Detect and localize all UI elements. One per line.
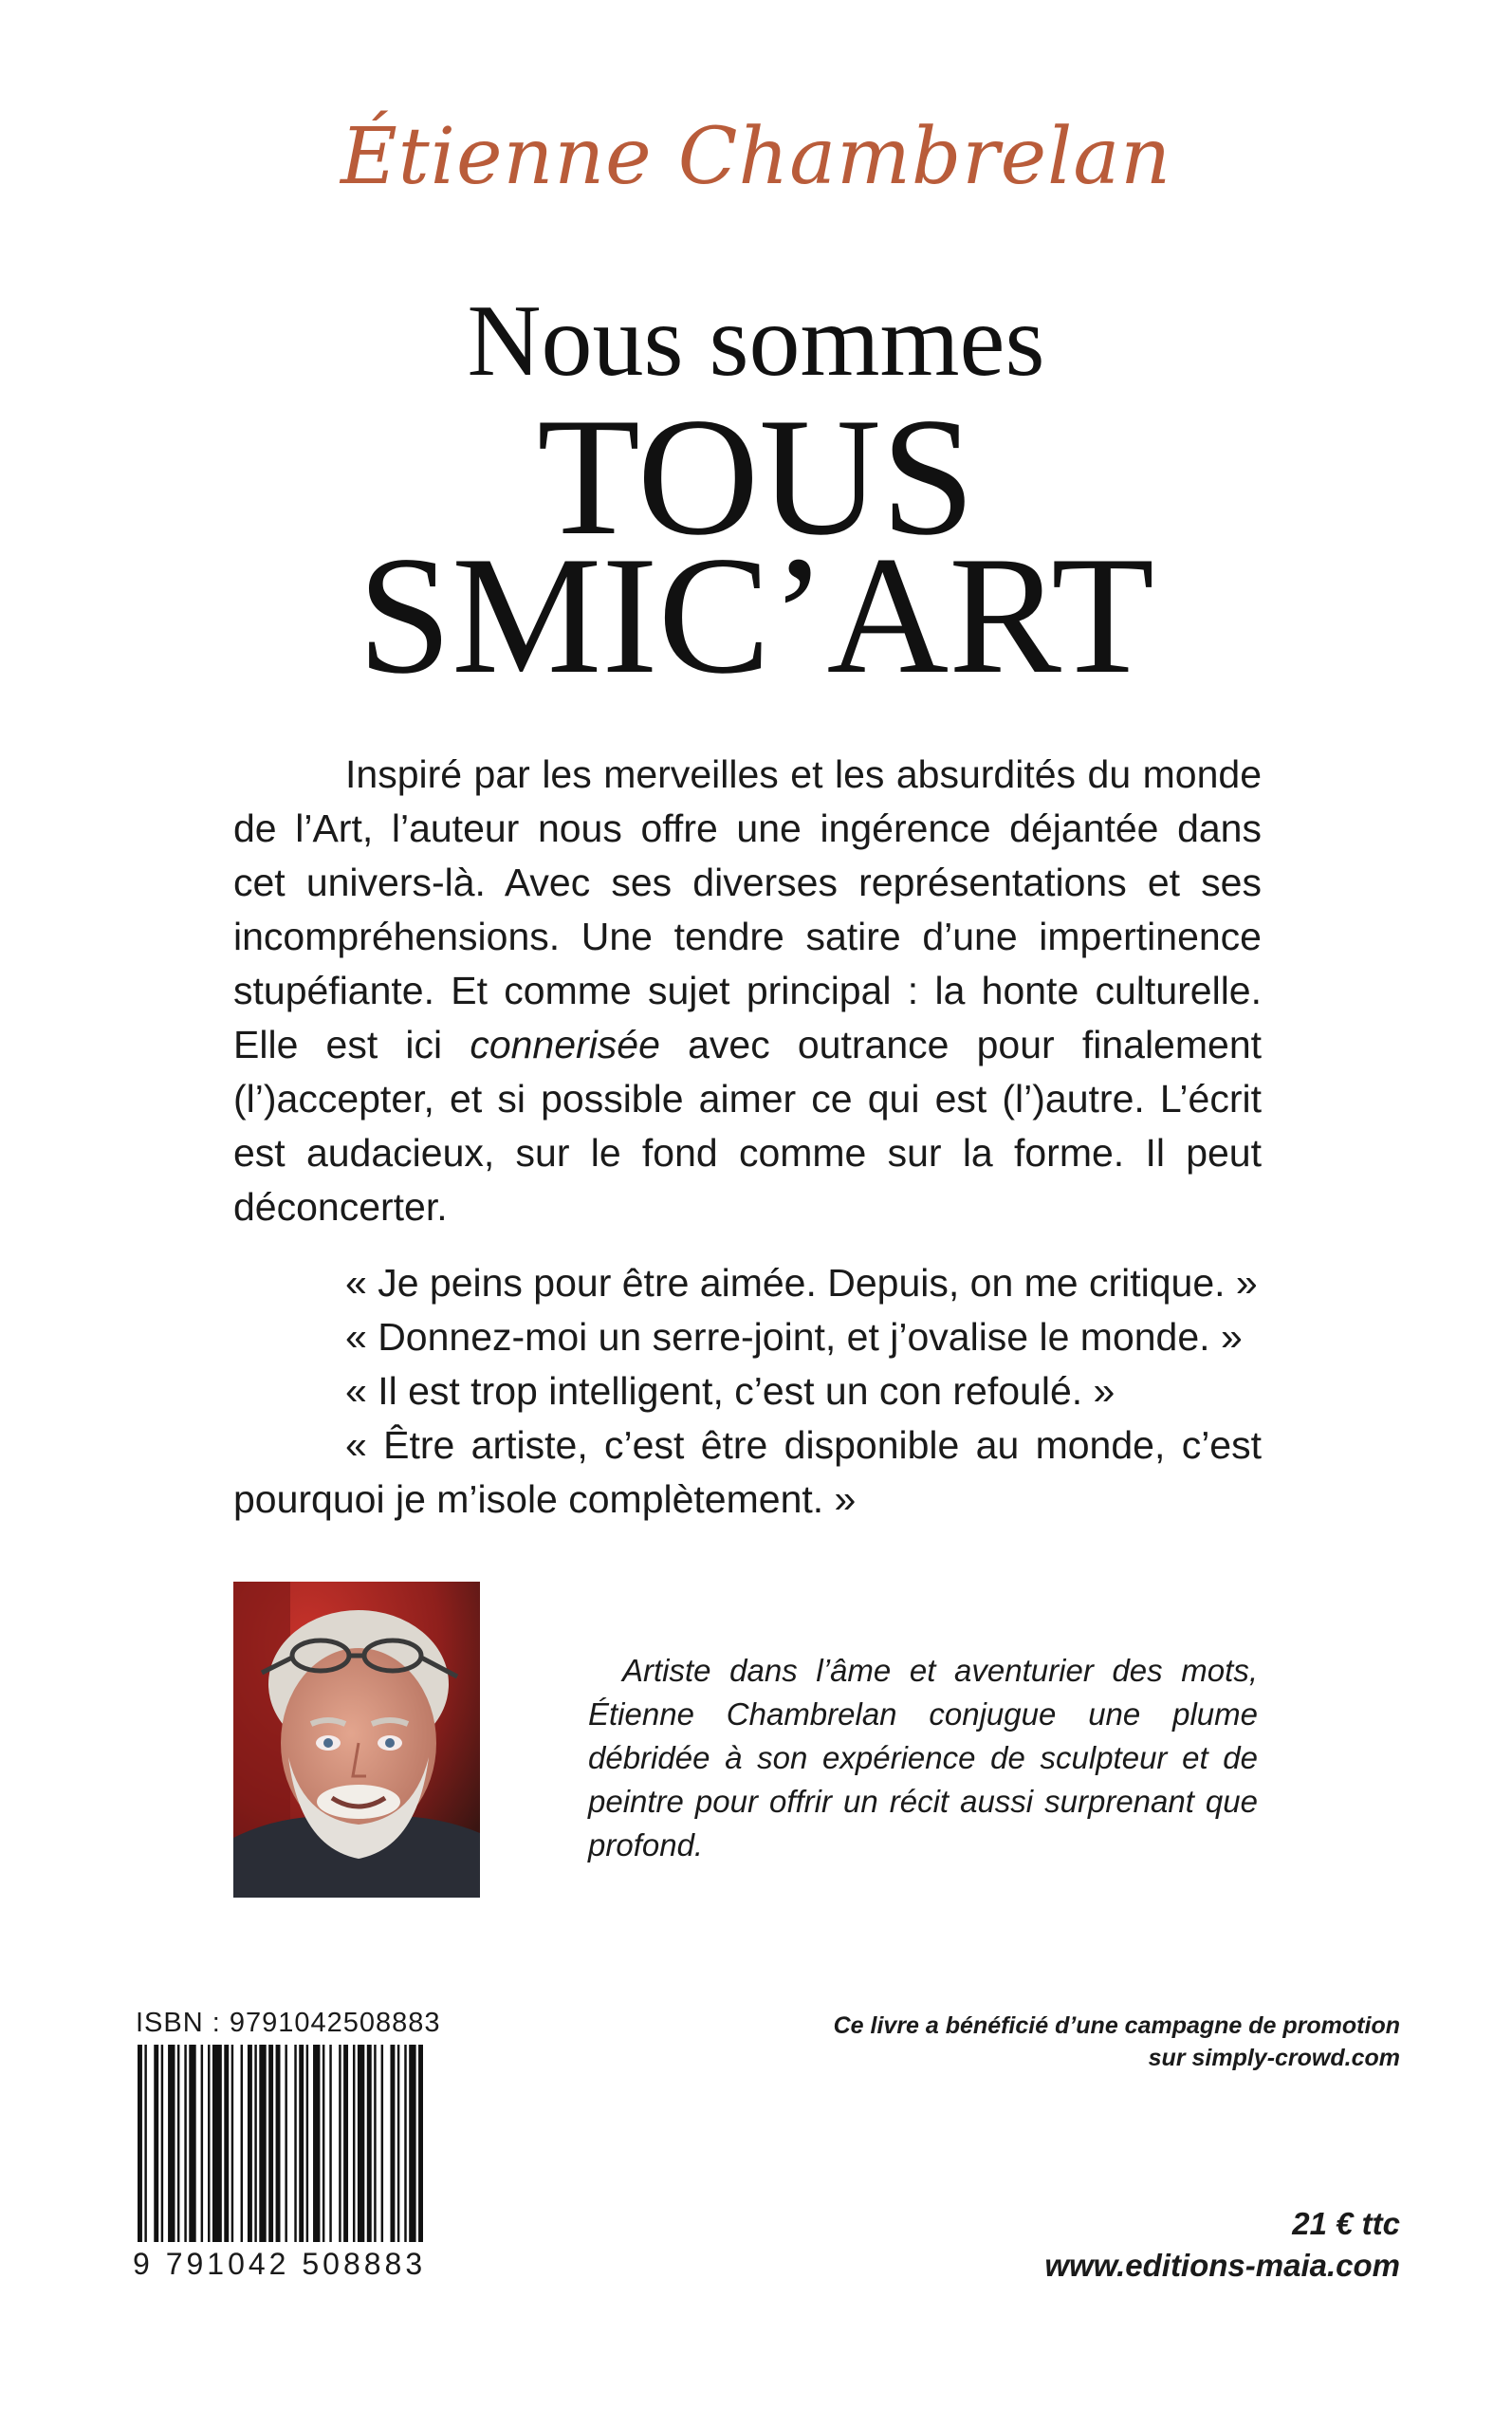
title-line-2: TOUS <box>537 382 975 570</box>
publisher-website: www.editions-maia.com <box>1044 2248 1400 2283</box>
barcode-bar <box>299 2045 304 2242</box>
blurb-text-2: avec outrance pour finalement (l’)accepter, et si possible aimer ce qui est (l’)autre. L’écrit est audacieux, sur le fond comme sur la forme. Il peut déconcerter. <box>233 1023 1263 1229</box>
blurb-paragraph <box>233 748 1262 1234</box>
barcode-bar <box>212 2045 222 2242</box>
barcode-bar <box>374 2045 376 2242</box>
barcode-bar <box>184 2045 186 2242</box>
barcode-bar <box>259 2045 266 2242</box>
barcode-bar <box>285 2045 286 2242</box>
barcode-bar <box>418 2045 423 2242</box>
barcode-bar <box>161 2045 163 2242</box>
barcode-bar <box>231 2045 233 2242</box>
barcode-bar <box>248 2045 252 2242</box>
barcode-bar <box>323 2045 324 2242</box>
quote: « Je peins pour être aimée. Depuis, on me critique. » <box>345 1261 1258 1305</box>
barcode-bar <box>306 2045 308 2242</box>
blurb-emphasis: connerisée <box>470 1023 660 1066</box>
barcode-bar <box>254 2045 256 2242</box>
barcode-bar <box>343 2045 348 2242</box>
barcode-bar <box>144 2045 146 2242</box>
barcode-bar <box>329 2045 331 2242</box>
barcode-digits: 9 791042 508883 <box>133 2247 427 2281</box>
barcode-bar <box>177 2045 179 2242</box>
barcode-bar <box>138 2045 142 2242</box>
barcode-bar <box>313 2045 320 2242</box>
barcode-bar <box>358 2045 364 2242</box>
isbn-label: ISBN : 9791042508883 <box>136 2008 441 2038</box>
barcode-bar <box>294 2045 296 2242</box>
barcode-bar <box>208 2045 210 2242</box>
barcode-bar <box>268 2045 273 2242</box>
author-name: Étienne Chambrelan <box>340 112 1172 202</box>
quote: « Donnez-moi un serre-joint, et j’ovalise le monde. » <box>345 1315 1243 1359</box>
price: 21 € ttc <box>1292 2206 1400 2241</box>
barcode-image <box>136 2045 425 2242</box>
promotion-line-2: sur simply-crowd.com <box>1148 2045 1400 2071</box>
title-line-3: SMIC’ART <box>358 521 1154 709</box>
barcode-bar <box>224 2045 229 2242</box>
quotes-block <box>233 1256 1262 1527</box>
barcode-bar <box>201 2045 203 2242</box>
barcode-bar <box>397 2045 399 2242</box>
blurb-text-1: Inspiré par les merveilles et les absurdités du monde de l’Art, l’auteur nous offre une ingérence déjantée dans cet univers-là. Avec ses diverses représentations et ses incompréhensions. Une tendre satire d’une impertinence stupéfiante. Et comme sujet principal : la honte culturelle. Elle est ici <box>233 752 1262 1066</box>
barcode-bar <box>168 2045 175 2242</box>
barcode-bar <box>390 2045 395 2242</box>
barcode-bar <box>241 2045 243 2242</box>
barcode-bar <box>353 2045 355 2242</box>
barcode-bar <box>189 2045 195 2242</box>
author-bio: Artiste dans l’âme et aventurier des mots, Étienne Chambrelan conjugue une plume débridée à son expérience de sculpteur et de peintre pour offrir un récit aussi surprenant que profond. <box>588 1653 1258 1862</box>
author-photo <box>233 1582 480 1898</box>
title-line-1: Nous sommes <box>467 285 1045 398</box>
barcode-bar <box>404 2045 406 2242</box>
barcode-bar <box>154 2045 158 2242</box>
promotion-note <box>834 2010 1400 2074</box>
barcode-bar <box>339 2045 341 2242</box>
barcode-bar <box>381 2045 383 2242</box>
promotion-line-1: Ce livre a bénéficié d’une campagne de promotion <box>833 2012 1400 2039</box>
author-portrait-image <box>233 1582 480 1898</box>
price-block <box>1044 2203 1400 2287</box>
quote: « Être artiste, c’est être disponible au monde, c’est pourquoi je m’isole complètement. » <box>233 1423 1262 1521</box>
barcode-bar <box>409 2045 415 2242</box>
quote: « Il est trop intelligent, c’est un con refoulé. » <box>345 1369 1116 1413</box>
barcode-bar <box>276 2045 281 2242</box>
barcode-bar <box>367 2045 372 2242</box>
